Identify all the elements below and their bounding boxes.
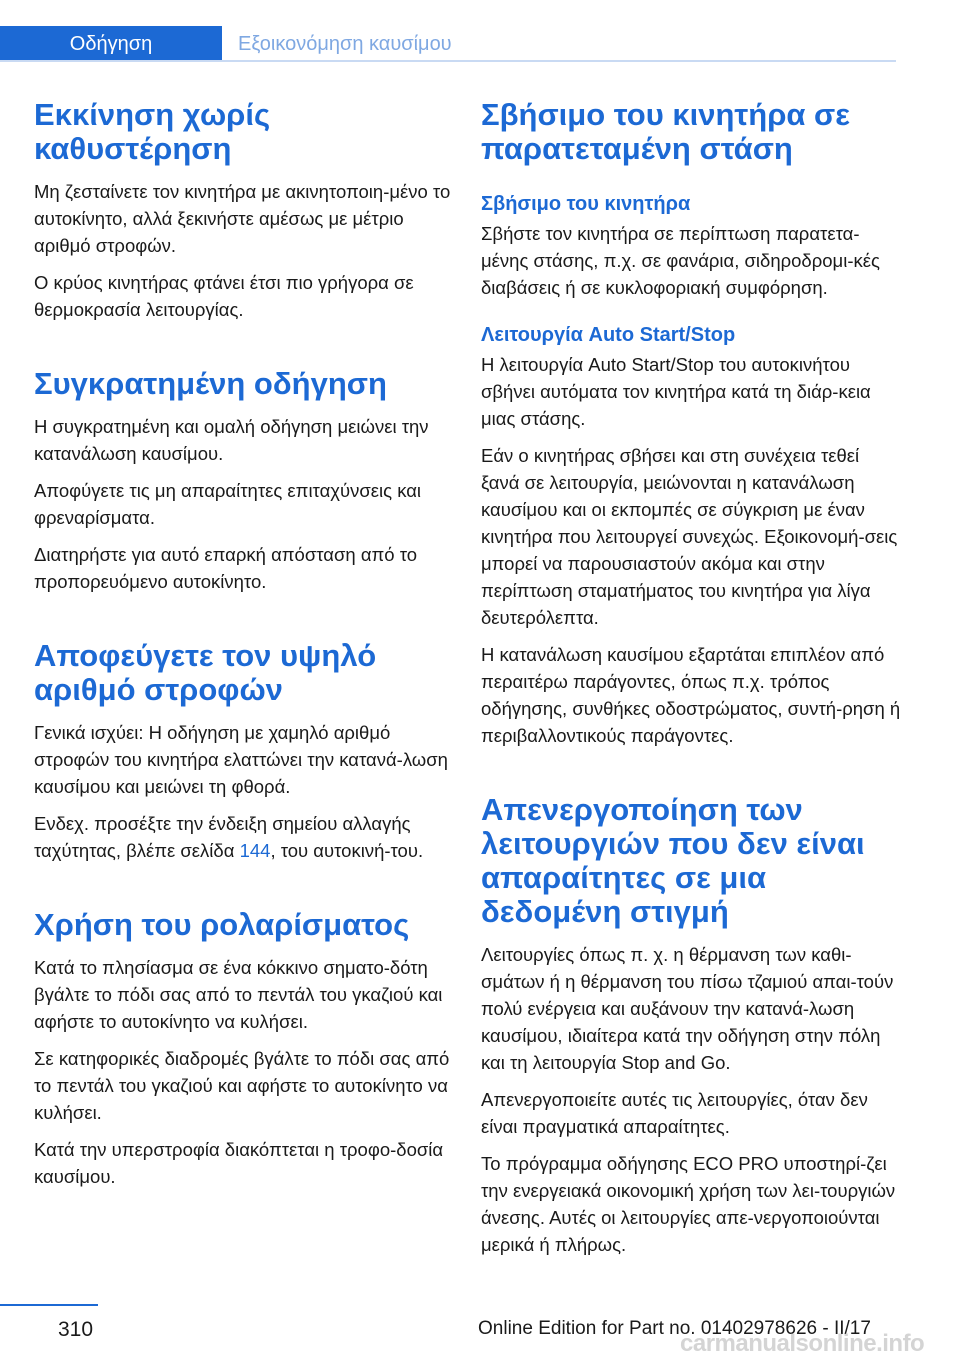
paragraph: Μη ζεσταίνετε τον κινητήρα με ακινητοποιη‐μένο το αυτοκίνητο, αλλά ξεκινήστε αμέσως με μέτριο αριθμό στροφών. — [34, 181, 451, 256]
paragraph: Η συγκρατημένη και ομαλή οδήγηση μειώνει την κατανάλωση καυσίμου. — [34, 416, 429, 464]
chapter-tab[interactable]: Οδήγηση — [0, 26, 222, 62]
paragraph: Κατά το πλησίασμα σε ένα κόκκινο σηματο‐δότη βγάλτε το πόδι σας από το πεντάλ του γκαζιού και αφήστε το αυτοκίνητο να κυλήσει. — [34, 957, 443, 1032]
paragraph: Διατηρήστε για αυτό επαρκή απόσταση από το προπορευόμενο αυτοκίνητο. — [34, 544, 418, 592]
heading-start-without-delay: Εκκίνηση χωρίς καθυστέρηση — [34, 97, 271, 166]
paragraph-text: , του αυτοκινή‐του. — [270, 840, 424, 861]
section-tab[interactable]: Εξοικονόμηση καυσίμου — [238, 33, 452, 55]
paragraph: Σε κατηφορικές διαδρομές βγάλτε το πόδι σας από το πεντάλ του γκαζιού και αφήστε το αυτοκίνητο να κυλήσει. — [34, 1048, 450, 1123]
watermark-logo: carmanualsonline.info — [680, 1330, 925, 1357]
footer-divider — [0, 1304, 98, 1306]
subheading-auto-start-stop: Λειτουργία Auto Start/Stop — [481, 324, 736, 346]
page-link[interactable]: 144 — [239, 840, 271, 861]
paragraph: Απενεργοποιείτε αυτές τις λειτουργίες, όταν δεν είναι πραγματικά απαραίτητες. — [481, 1089, 868, 1137]
header-divider — [0, 60, 896, 62]
paragraph: Λειτουργίες όπως π. χ. η θέρμανση των καθι‐σμάτων ή η θέρμανση του πίσω τζαμιού απαι‐τούν πολύ ενέργεια και αυξάνουν την κατανά‐λωση καυσίμου, ιδιαίτερα κατά την οδήγηση στην πόλη και τη λειτουργία Stop and Go. — [481, 944, 894, 1073]
paragraph: Σβήστε τον κινητήρα σε περίπτωση παρατετα‐μένης στάσης, π.χ. σε φανάρια, σιδηροδρομι‐κές διαβάσεις ή σε κυκλοφοριακή συμφόρηση. — [481, 223, 880, 298]
paragraph-text: Ενδεχ. προσέξτε την ένδειξη σημείου αλλαγής ταχύτητας, βλέπε σελίδα — [34, 813, 411, 861]
heading-coasting: Χρήση του ρολαρίσματος — [34, 907, 410, 942]
edition-note: Online Edition for Part no. 01402978626 - II/17 — [478, 1318, 871, 1339]
paragraph: Γενικά ισχύει: Η οδήγηση με χαμηλό αριθμό στροφών του κινητήρα ελαττώνει την κατανά‐λωση καυσίμου και μειώνει τη φθορά. — [34, 722, 448, 797]
page-number: 310 — [58, 1318, 94, 1341]
paragraph: Η λειτουργία Auto Start/Stop του αυτοκινήτου σβήνει αυτόματα τον κινητήρα κατά τη διάρ‐κεια μιας στάσης. — [481, 354, 871, 429]
right-column — [481, 98, 901, 1258]
heading-disable-unneeded-functions: Απενεργοποίηση των λειτουργιών που δεν είναι απαραίτητες σε μια δεδομένη στιγμή — [481, 792, 865, 929]
paragraph: Ο κρύος κινητήρας φτάνει έτσι πιο γρήγορα σε θερμοκρασία λειτουργίας. — [34, 272, 414, 320]
heading-restrained-driving: Συγκρατημένη οδήγηση — [34, 366, 387, 401]
paragraph: Το πρόγραμμα οδήγησης ECO PRO υποστηρί‐ζει την ενεργειακά οικονομική χρήση των λει‐τουργιών άνεσης. Αυτές οι λειτουργίες απε‐νεργοποιούνται μερικά ή πλήρως. — [481, 1153, 896, 1255]
heading-engine-off-long-stop: Σβήσιμο του κινητήρα σε παρατεταμένη στάση — [481, 97, 850, 166]
paragraph-with-link — [34, 810, 454, 864]
paragraph: Αποφύγετε τις μη απαραίτητες επιταχύνσεις και φρεναρίσματα. — [34, 480, 422, 528]
paragraph: Εάν ο κινητήρας σβήσει και στη συνέχεια τεθεί ξανά σε λειτουργία, μειώνονται η κατανάλωση καυσίμου και οι εκπομπές σε σύγκριση με έναν κινητήρα που λειτουργεί συνεχώς. Εξοικονομή‐σεις μπορεί να παρουσιαστούν ακόμα και στην περίπτωση σταματήματος του κινητήρα για λίγα δευτερόλεπτα. — [481, 445, 898, 628]
left-column — [34, 98, 454, 1190]
paragraph: Κατά την υπερστροφία διακόπτεται η τροφο‐δοσία καυσίμου. — [34, 1139, 444, 1187]
subheading-engine-off: Σβήσιμο του κινητήρα — [481, 193, 691, 215]
heading-avoid-high-rpm: Αποφεύγετε τον υψηλό αριθμό στροφών — [34, 638, 377, 707]
paragraph: Η κατανάλωση καυσίμου εξαρτάται επιπλέον από περαιτέρω παράγοντες, όπως π.χ. τρόπος οδήγησης, συνθήκες οδοστρώματος, συντή‐ρηση ή περιβαλλοντικούς παράγοντες. — [481, 644, 901, 746]
page-header — [0, 0, 960, 62]
